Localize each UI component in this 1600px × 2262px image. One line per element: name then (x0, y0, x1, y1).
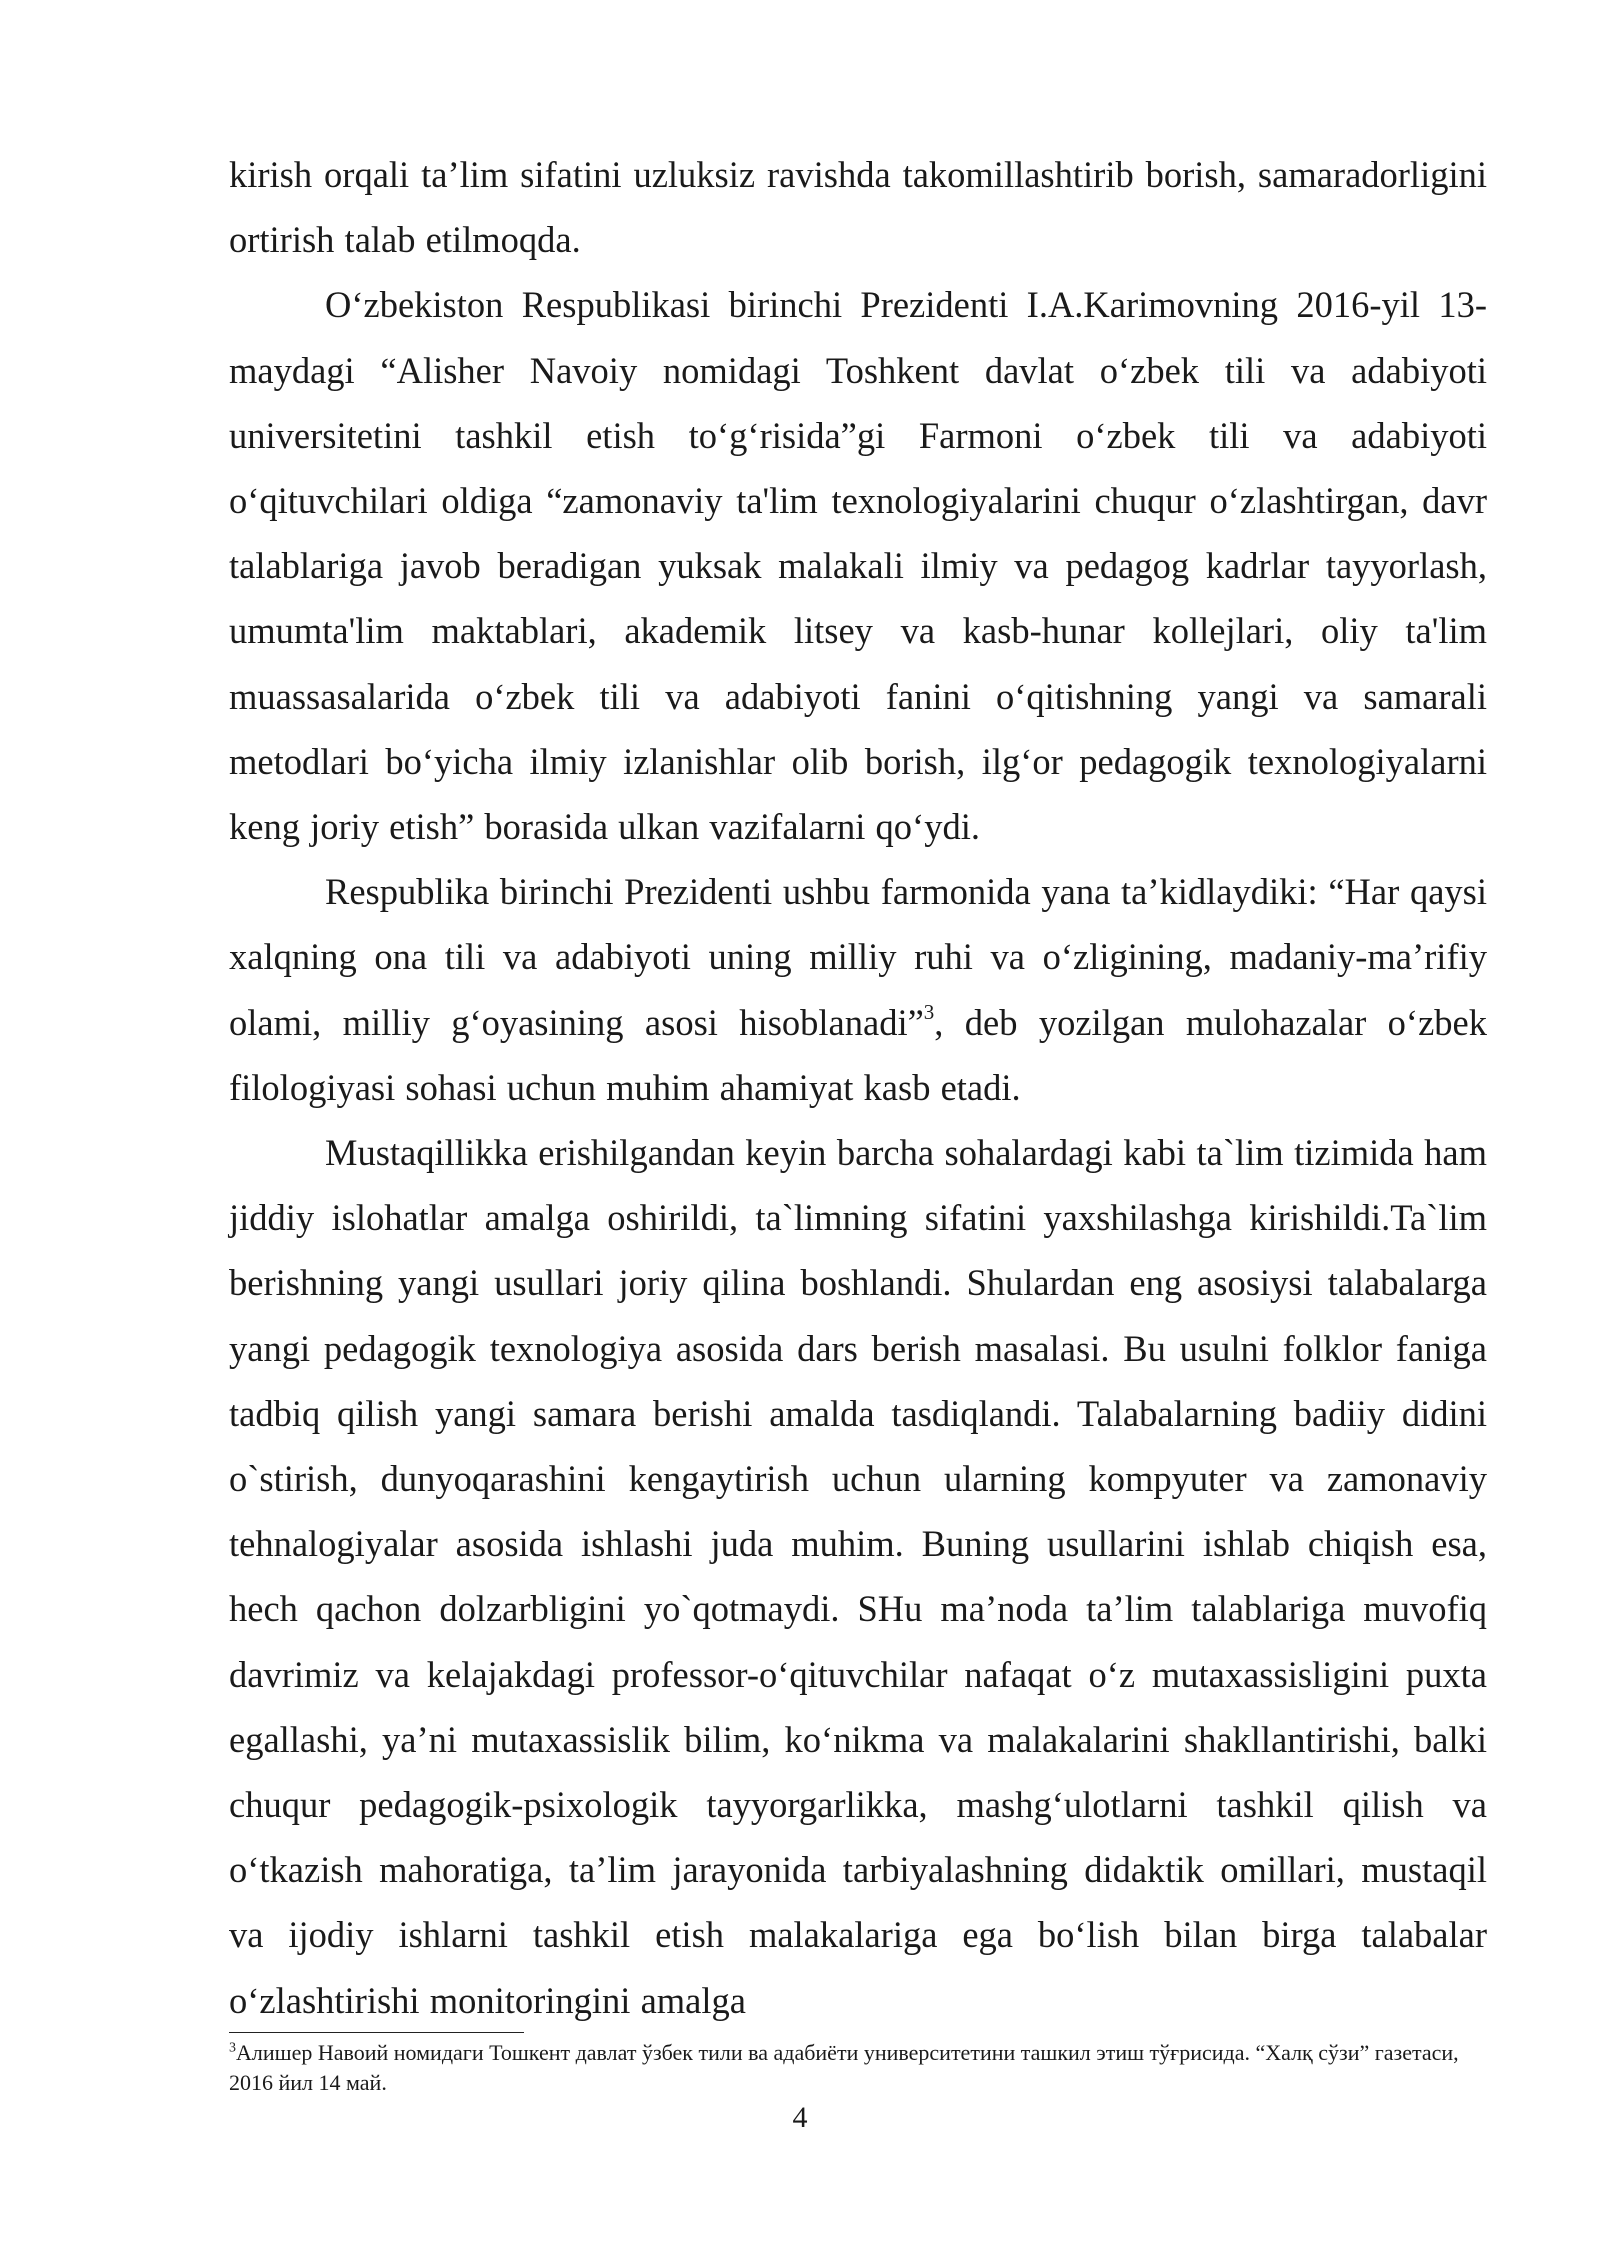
paragraph-2: O‘zbekiston Respublikasi birinchi Prezidenti I.A.Karimovning 2016-yil 13-maydagi “Alisher Navoiy nomidagi Toshkent davlat o‘zbek tili va adabiyoti universitetini tashkil etish to‘g‘risida”gi Farmoni o‘zbek tili va adabiyoti o‘qituvchilari oldiga “zamonaviy ta'lim texnologiyalarini chuqur o‘zlashtirgan, davr talablariga javob beradigan yuksak malakali ilmiy va pedagog kadrlar tayyorlash, umumta'lim maktablari, akademik litsey va kasb-hunar kollejlari, oliy ta'lim muassasalarida o‘zbek tili va adabiyoti fanini o‘qitishning yangi va samarali metodlari bo‘yicha ilmiy izlanishlar olib borish, ilg‘or pedagogik texnologiyalarni keng joriy etish” borasida ulkan vazifalarni qo‘ydi. (229, 284, 1487, 848)
footnote-reference[interactable]: 3 (923, 1000, 935, 1025)
body-text (229, 142, 1487, 2033)
footnote (229, 2038, 1487, 2098)
footnote-number: 3 (229, 2040, 236, 2056)
paragraph-3 (229, 859, 1487, 1120)
paragraph-1: kirish orqali ta’lim sifatini uzluksiz ravishda takomillashtirib borish, samaradorligini ortirish talab etilmoqda. (229, 154, 1487, 261)
paragraph-3-text-continued: , deb yozilgan mulohazalar o‘zbek filologiyasi sohasi uchun muhim ahamiyat kasb etadi. (229, 1001, 1487, 1108)
footnote-separator (229, 2032, 524, 2033)
paragraph-4: Mustaqillikka erishilgandan keyin barcha sohalardagi kabi ta`lim tizimida ham jiddiy islohatlar amalga oshirildi, ta`limning sifatini yaxshilashga kirishildi.Ta`lim berishning yangi usullari joriy qilina boshlandi. Shulardan eng asosiysi talabalarga yangi pedagogik texnologiya asosida dars berish masalasi. Bu usulni folklor faniga tadbiq qilish yangi samara berishi amalda tasdiqlandi. Talabalarning badiiy didini o`stirish, dunyoqarashini kengaytirish uchun ularning kompyuter va zamonaviy tehnalogiyalar asosida ishlashi juda muhim. Buning usullarini ishlab chiqish esa, hech qachon dolzarbligini yo`qotmaydi. SHu ma’noda ta’lim talablariga muvofiq davrimiz va kelajakdagi professor-o‘qituvchilar nafaqat o‘z mutaxassisligini puxta egallashi, ya’ni mutaxassislik bilim, ko‘nikma va malakalarini shakllantirishi, balki chuqur pedagogik-psixologik tayyorgarlikka, mashg‘ulotlarni tashkil qilish va o‘tkazish mahoratiga, ta’lim jarayonida tarbiyalashning didaktik omillari, mustaqil va ijodiy ishlarni tashkil etish malakalariga ega bo‘lish bilan birga talabalar o‘zlashtirishi monitoringini amalga (229, 1132, 1487, 2021)
paragraph-3-text: Respublika birinchi Prezidenti ushbu farmonida yana ta’kidlaydiki: “Har qaysi xalqning ona tili va adabiyoti uning milliy ruhi va o‘zligining, madaniy-ma’rifiy olami, milliy g‘oyasining asosi hisoblanadi” (229, 871, 1487, 1043)
footnote-text: Алишер Навоий номидаги Тошкент давлат ўзбек тили ва адабиёти университетини ташкил этиш тўғрисида. “Халқ сўзи” газетаси, 2016 йил 14 май. (229, 2040, 1459, 2095)
page-number: 4 (792, 2101, 808, 2134)
